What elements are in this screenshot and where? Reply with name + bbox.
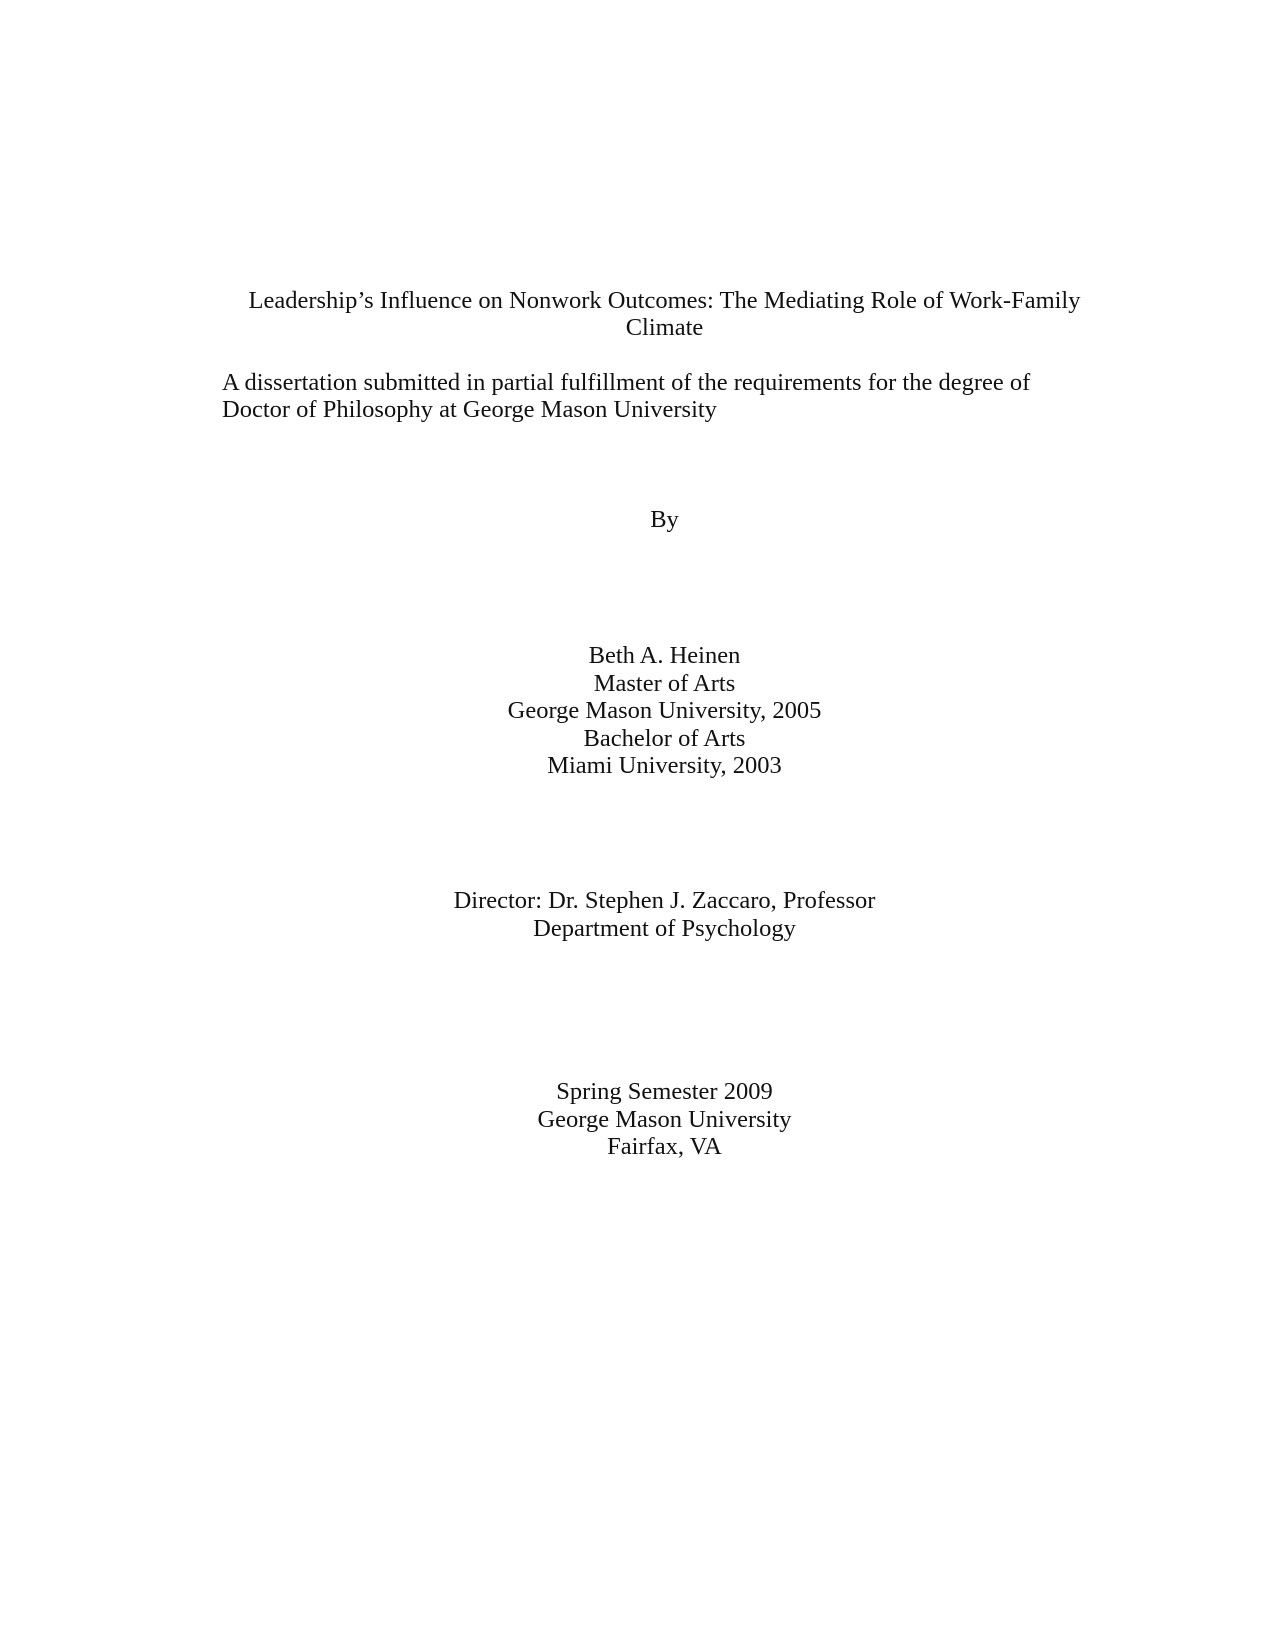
degree-1: Master of Arts	[593, 669, 736, 697]
department-line: Department of Psychology	[533, 914, 796, 942]
by-label: By	[650, 506, 679, 533]
institution-1: George Mason University, 2005	[507, 697, 822, 724]
author-block	[27, 642, 1275, 780]
statement-line-1: A dissertation submitted in partial fulfillment of the requirements for the degree of	[222, 369, 1031, 396]
location: Fairfax, VA	[607, 1133, 722, 1160]
statement-line-2: Doctor of Philosophy at George Mason University	[222, 396, 717, 423]
submission-block	[27, 1078, 1275, 1161]
director-line: Director: Dr. Stephen J. Zaccaro, Professor	[453, 887, 876, 914]
degree-2: Bachelor of Arts	[583, 724, 746, 752]
title-line-2: Climate	[625, 314, 704, 341]
semester: Spring Semester 2009	[556, 1078, 773, 1105]
university: George Mason University	[537, 1105, 792, 1133]
director-block	[27, 887, 1275, 942]
title-line-1: Leadership’s Influence on Nonwork Outcomes: The Mediating Role of Work-Family	[248, 287, 1081, 314]
author-name: Beth A. Heinen	[588, 642, 741, 669]
institution-2: Miami University, 2003	[547, 752, 782, 779]
